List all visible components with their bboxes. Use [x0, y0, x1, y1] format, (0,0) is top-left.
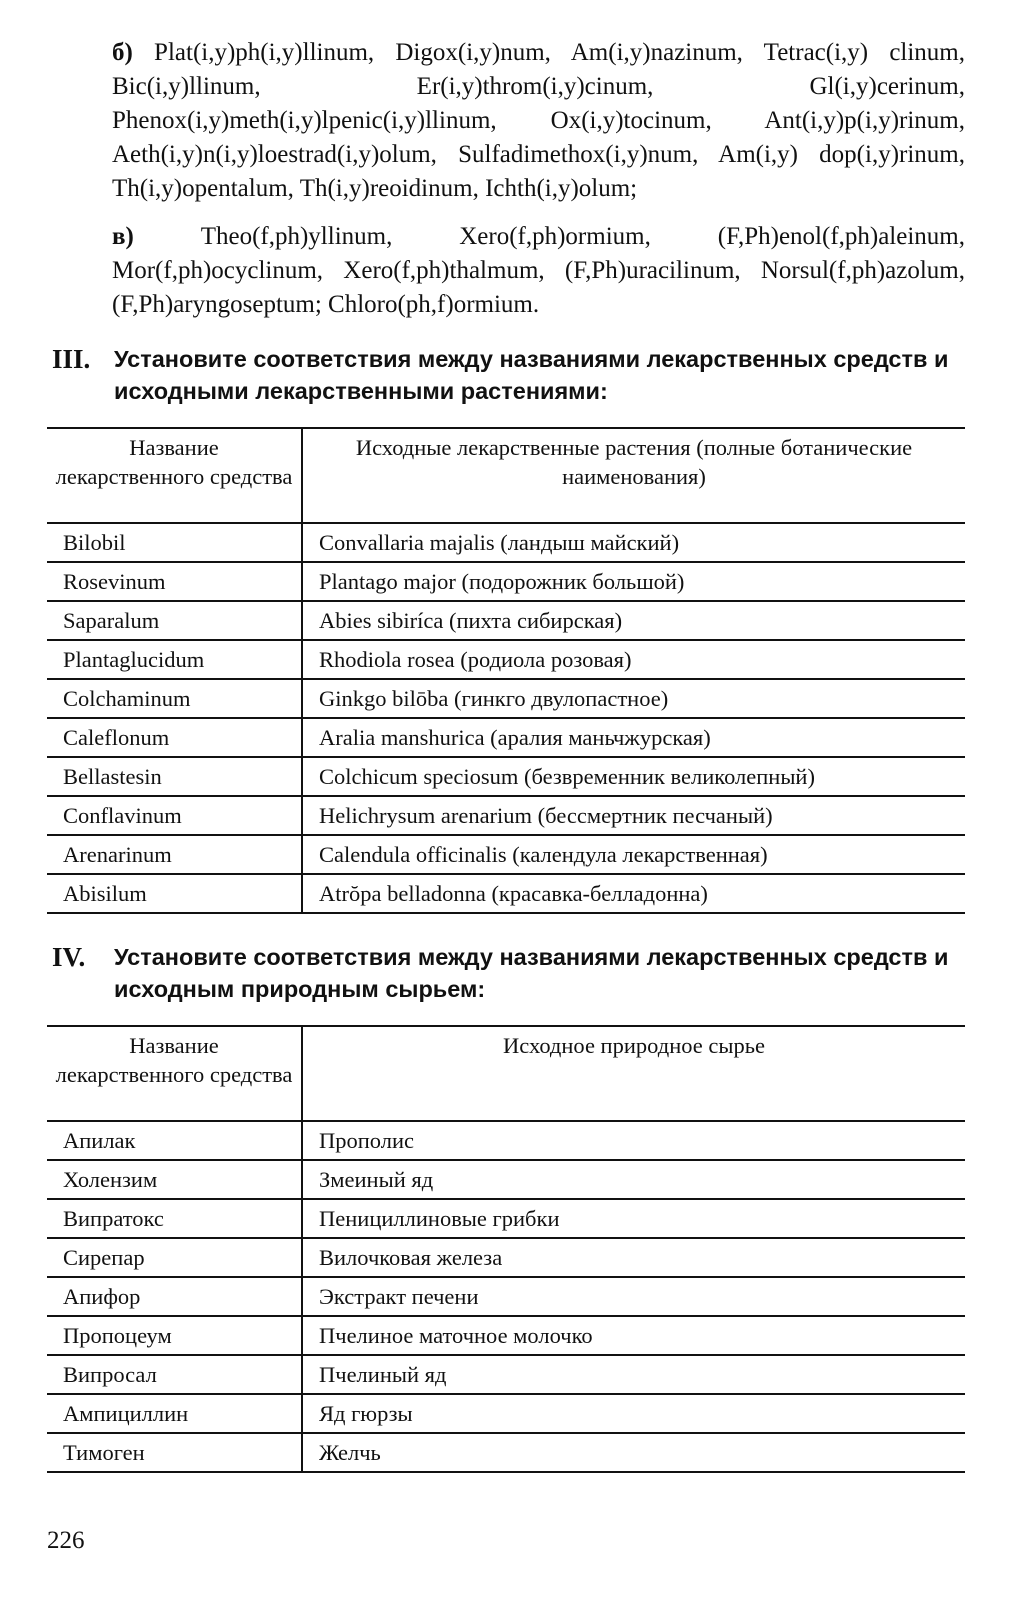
source-cell: Вилочковая железа [302, 1238, 965, 1277]
drug-name-cell: Ампициллин [47, 1394, 302, 1433]
table-row [47, 1316, 965, 1355]
drug-name-cell: Plantaglucidum [47, 640, 302, 679]
section-3-heading [52, 343, 965, 407]
section-4-number: IV. [52, 942, 86, 972]
table-row [47, 1277, 965, 1316]
table-row [47, 757, 965, 796]
drug-name-cell: Colchaminum [47, 679, 302, 718]
table-row [47, 1199, 965, 1238]
table-row [47, 601, 965, 640]
drug-name-cell: Conflavinum [47, 796, 302, 835]
table-row [47, 562, 965, 601]
table-header-row [47, 428, 965, 523]
table-row [47, 679, 965, 718]
drug-name-cell: Випратокс [47, 1199, 302, 1238]
paragraph-v [112, 220, 965, 322]
drug-name-cell: Arenarinum [47, 835, 302, 874]
source-cell: Ginkgo bilōba (гинкго двулопастное) [302, 679, 965, 718]
paragraph-b-label: б) [112, 39, 133, 66]
table-row [47, 1433, 965, 1472]
paragraph-v-text: Theo(f,ph)yllinum, Xero(f,ph)ormium, (F,Ph)enol(f,ph)aleinum, Mor(f,ph)ocyclinum, Xero(f,ph)thalmum, (F,Ph)uracilinum, Norsul(f,ph)azolum, (F,Ph)aryngoseptum; Chloro(ph,f)ormium. [112, 223, 965, 318]
drug-name-cell: Сирепар [47, 1238, 302, 1277]
drug-name-cell: Апилак [47, 1121, 302, 1160]
table-row [47, 640, 965, 679]
drug-name-cell: Апифор [47, 1277, 302, 1316]
drug-name-cell: Bellastesin [47, 757, 302, 796]
source-cell: Яд гюрзы [302, 1394, 965, 1433]
source-cell: Colchicum speciosum (безвременник великолепный) [302, 757, 965, 796]
header-source-plants: Исходные лекарственные растения (полные ботанические наименования) [302, 428, 965, 523]
header-raw-material: Исходное природное сырье [302, 1026, 965, 1121]
section-3-title: Установите соответствия между названиями лекарственных средств и исходными лекарственными растениями: [114, 346, 949, 404]
page-number: 226 [47, 1527, 85, 1554]
source-cell: Прополис [302, 1121, 965, 1160]
source-cell: Пчелиное маточное молочко [302, 1316, 965, 1355]
drug-name-cell: Тимоген [47, 1433, 302, 1472]
table-header-row [47, 1026, 965, 1121]
source-cell: Convallaria majalis (ландыш майский) [302, 523, 965, 562]
source-cell: Пенициллиновые грибки [302, 1199, 965, 1238]
source-cell: Calendula officinalis (календула лекарственная) [302, 835, 965, 874]
table-row [47, 874, 965, 913]
table-row [47, 1238, 965, 1277]
source-cell: Rhodiola rosea (родиола розовая) [302, 640, 965, 679]
table-row [47, 523, 965, 562]
drug-name-cell: Rosevinum [47, 562, 302, 601]
drug-name-cell: Saparalum [47, 601, 302, 640]
table-body [47, 1121, 965, 1472]
source-cell: Abies sibiríca (пихта сибирская) [302, 601, 965, 640]
table-body [47, 523, 965, 913]
drug-name-cell: Холензим [47, 1160, 302, 1199]
drug-name-cell: Випросал [47, 1355, 302, 1394]
header-drug-name: Название лекарственного средства [47, 428, 302, 523]
table-row [47, 718, 965, 757]
table-row [47, 1121, 965, 1160]
source-cell: Пчелиный яд [302, 1355, 965, 1394]
drug-name-cell: Caleflonum [47, 718, 302, 757]
paragraph-b [112, 36, 965, 206]
source-cell: Экстракт печени [302, 1277, 965, 1316]
source-cell: Atrŏpa belladonna (красавка-белладонна) [302, 874, 965, 913]
source-cell: Змеиный яд [302, 1160, 965, 1199]
table-row [47, 1355, 965, 1394]
table-natural-raw [47, 1025, 965, 1473]
source-cell: Aralia manshurica (аралия маньчжурская) [302, 718, 965, 757]
source-cell: Желчь [302, 1433, 965, 1472]
table-row [47, 1160, 965, 1199]
source-cell: Helichrysum arenarium (бессмертник песчаный) [302, 796, 965, 835]
table-drug-plants [47, 427, 965, 914]
source-cell: Plantago major (подорожник большой) [302, 562, 965, 601]
section-3-number: III. [52, 344, 91, 374]
drug-name-cell: Abisilum [47, 874, 302, 913]
section-4-title: Установите соответствия между названиями лекарственных средств и исходным природным сырьем: [114, 944, 949, 1002]
paragraph-b-text: Plat(i,y)ph(i,y)llinum, Digox(i,y)num, Am(i,y)nazinum, Tetrac(i,y) clinum, Bic(i,y)llinum, Er(i,y)throm(i,y)cinum, Gl(i,y)cerinum, Phenox(i,y)meth(i,y)lpenic(i,y)llinum, Ox(i,y)tocinum, Ant(i,y)p(i,y)rinum, Aeth(i,y)n(i,y)loestrad(i,y)olum, Sulfadimethox(i,y)num, Am(i,y) dop(i,y)rinum, Th(i,y)opentalum, Th(i,y)reoidinum, Ichth(i,y)olum; [112, 39, 966, 202]
table-row [47, 835, 965, 874]
table-row [47, 1394, 965, 1433]
paragraph-v-label: в) [112, 223, 134, 250]
drug-name-cell: Пропоцеум [47, 1316, 302, 1355]
drug-name-cell: Bilobil [47, 523, 302, 562]
table-row [47, 796, 965, 835]
header-drug-name: Название лекарственного средства [47, 1026, 302, 1121]
section-4-heading [52, 941, 965, 1005]
